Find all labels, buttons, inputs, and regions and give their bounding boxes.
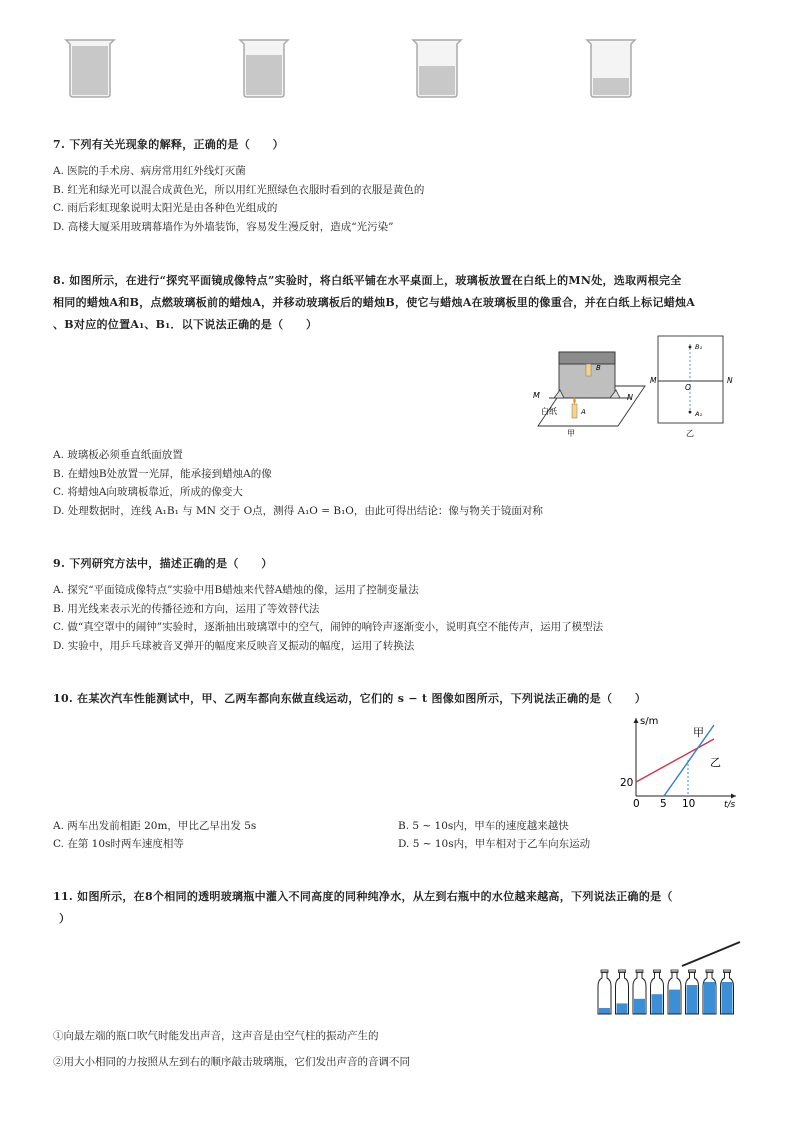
q9-option-a[interactable]: A. 探究“平面镜成像特点”实验中用B蜡烛来代替A蜡烛的像，运用了控制变量法	[53, 584, 419, 596]
striking-stick	[682, 942, 740, 966]
label-a: A	[581, 408, 586, 416]
q8-title	[53, 270, 695, 336]
q8-figure	[530, 334, 745, 442]
beaker-1	[64, 38, 116, 98]
q8-title-line-3: 、B对应的位置A₁、B₁．以下说法正确的是（ ）	[53, 318, 318, 331]
candle-a	[572, 404, 577, 418]
top-view-paper	[658, 336, 723, 423]
label-n: N	[627, 393, 633, 402]
label-m: M	[533, 391, 540, 400]
glass-bottle	[651, 970, 664, 1014]
glass-bottle	[633, 970, 646, 1014]
q7-title: 7. 下列有关光现象的解释，正确的是（ ）	[53, 138, 284, 151]
q9-option-b[interactable]: B. 用光线来表示光的传播径迹和方向，运用了等效替代法	[53, 602, 320, 615]
q10-option-c[interactable]: C. 在第 10s时两车速度相等	[53, 838, 184, 850]
q11-title-line-2: ）	[59, 912, 71, 925]
q8-title-line-1: 8. 如图所示，在进行“探究平面镜成像特点”实验时，将白纸平铺在水平桌面上，玻璃板放置在白纸上的MN处，选取两根完全	[53, 274, 682, 287]
label-b1: B₁	[695, 343, 703, 351]
tick-y-20: 20	[620, 777, 634, 789]
q8-option-b[interactable]: B. 在蜡烛B处放置一光屏，能承接到蜡烛A的像	[53, 467, 272, 480]
q10-option-d[interactable]: D. 5 ∼ 10s内，甲车相对于乙车向东运动	[398, 838, 591, 850]
label-o: O	[685, 383, 691, 392]
label-jia: 甲	[567, 429, 575, 438]
q9-options	[53, 581, 603, 655]
q9-option-c[interactable]: C. 做“真空罩中的闹钟”实验时，逐渐抽出玻璃罩中的空气，闹钟的响铃声逐渐变小，说明真空不能传声，运用了模型法	[53, 621, 604, 633]
glass-bottle	[686, 970, 699, 1014]
label-a1: A₁	[695, 410, 703, 418]
q7-options	[53, 162, 424, 236]
q10-s-t-graph	[618, 712, 743, 812]
q8-option-a[interactable]: A. 玻璃板必须垂直纸面放置	[53, 449, 183, 461]
q11-statement-2: ②用大小相同的力按照从左到右的顺序敲击玻璃瓶，它们发出声音的音调不同	[53, 1056, 410, 1068]
q7-option-c[interactable]: C. 雨后彩虹现象说明太阳光是由各种色光组成的	[53, 202, 278, 214]
q7-option-a[interactable]: A. 医院的手术房、病房常用红外线灯灭菌	[53, 165, 246, 177]
q10-option-a[interactable]: A. 两车出发前相距 20m，甲比乙早出发 5s	[53, 820, 257, 832]
q8-options	[53, 446, 543, 520]
q8-option-c[interactable]: C. 将蜡烛A向玻璃板靠近，所成的像变大	[53, 486, 243, 498]
line-jia	[664, 725, 714, 796]
x-axis-label: t/s	[724, 800, 736, 810]
glass-bottle	[721, 970, 734, 1014]
beaker-4	[585, 38, 637, 98]
label-yi-line: 乙	[710, 756, 721, 769]
q9-option-d[interactable]: D. 实验中，用乒乓球被音叉弹开的幅度来反映音叉振动的幅度，运用了转换法	[53, 639, 415, 652]
q11-title	[53, 886, 673, 930]
beaker-3	[411, 38, 463, 98]
q10-title: 10. 在某次汽车性能测试中，甲、乙两车都向东做直线运动，它们的 s − t 图像如图所示，下列说法正确的是（ ）	[53, 692, 647, 705]
glass-bottle	[668, 970, 681, 1014]
label-jia-line: 甲	[693, 726, 704, 739]
q7-option-b[interactable]: B. 红光和绿光可以混合成黄色光，所以用红光照绿色衣服时看到的衣服是黄色的	[53, 183, 425, 196]
label-yi: 乙	[686, 429, 694, 438]
label-m-2: M	[650, 376, 657, 385]
tick-x-10: 10	[682, 798, 696, 810]
q11-statement-1: ①向最左端的瓶口吹气时能发出声音，这声音是由空气柱的振动产生的	[53, 1030, 379, 1042]
q10-option-b[interactable]: B. 5 ∼ 10s内，甲车的速度越来越快	[398, 820, 569, 832]
q8-title-line-2: 相同的蜡烛A和B，点燃玻璃板前的蜡烛A，并移动玻璃板后的蜡烛B，使它与蜡烛A在玻璃板里的像重合，并在白纸上标记蜡烛A	[53, 296, 696, 309]
glass-bottle	[616, 970, 629, 1014]
tick-x-0: 0	[633, 798, 640, 810]
label-b: B	[596, 364, 601, 372]
label-n-2: N	[727, 376, 733, 385]
q8-option-d[interactable]: D. 处理数据时，连线 A₁B₁ 与 MN 交于 O点，测得 A₁O = B₁O，由此可得出结论：像与物关于镜面对称	[53, 504, 543, 517]
q11-title-line-1: 11. 如图所示，在8个相同的透明玻璃瓶中灌入不同高度的同种纯净水，从左到右瓶中的水位越来越高，下列说法正确的是（	[53, 890, 673, 903]
line-yi	[636, 739, 714, 782]
candle-b	[586, 364, 591, 376]
q7-option-d[interactable]: D. 高楼大厦采用玻璃幕墙作为外墙装饰，容易发生漫反射，造成“光污染”	[53, 220, 394, 233]
q11-bottles-figure	[594, 938, 744, 1018]
tick-x-5: 5	[660, 798, 667, 810]
y-axis-label: s/m	[640, 716, 659, 727]
label-white-paper: 白纸	[541, 407, 557, 416]
q9-title: 9. 下列研究方法中，描述正确的是（ ）	[53, 557, 273, 570]
beaker-2	[238, 38, 290, 98]
glass-bottle	[598, 970, 611, 1014]
glass-bottle	[703, 970, 716, 1014]
